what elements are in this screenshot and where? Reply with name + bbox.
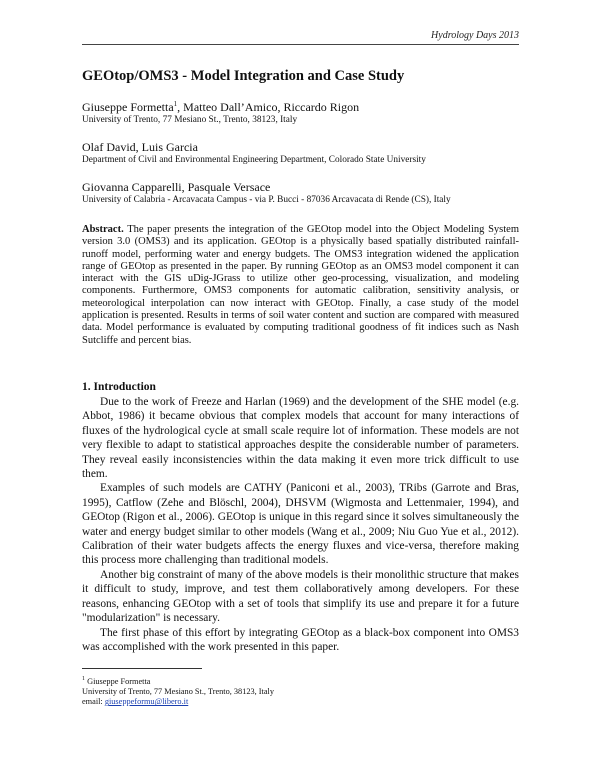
introduction-body: [82, 395, 519, 654]
author-group-1: [82, 100, 359, 115]
paper-title: GEOtop/OMS3 - Model Integration and Case Study: [82, 68, 405, 84]
footnote-address: University of Trento, 77 Mesiano St., Trento, 38123, Italy: [82, 686, 274, 696]
footnote-marker: 1: [82, 676, 85, 682]
abstract-label: Abstract.: [82, 224, 124, 235]
footnote: [82, 674, 274, 707]
running-header: [82, 30, 519, 45]
paragraph: Examples of such models are CATHY (Paniconi et al., 2003), TRibs (Garrote and Bras, 1995), Catflow (Zehe and Blöschl, 2004), DHSVM (Wigmosta and Lettenmaier, 1994), and GEOtop (Rigon et al., 2006). GEOtop is unique in this regard since it solves simultaneously the water and energy budget similar to other models (Wang et al., 2009; Niu Guo Yue et al., 2012). Calibration of their water budgets affects the energy fluxes and vice-versa, therefore making this process more challenging than traditional models.: [82, 482, 519, 567]
author-footnote-marker[interactable]: 1: [173, 100, 178, 108]
abstract-text: The paper presents the integration of the GEOtop model into the Object Modeling System version 3.0 (OMS3) and its application. GEOtop is a physically based spatially distributed rainfall-runoff model, performing water and energy budgets. The OMS3 integration widened the application range of GEOtop as presented in the paper. By running GEOtop as an OMS3 model component it can interact with the GIS uDig-JGrass to utilize other geo-processing, visualization, and modeling components. Furthermore, OMS3 components for automatic calibration, sensitivity analysis, or meteorological interpolation can now interact with GEOtop. Finally, a case study of the model application is presented. Results in terms of soil water content and suction are compared with measured data. Model performance is evaluated by computing traditional goodness of fit indices such as Nash Sutcliffe and percent bias.: [82, 224, 519, 346]
affiliation-3: University of Calabria - Arcavacata Campus - via P. Bucci - 87036 Arcavacata di Rende (CS), Italy: [82, 195, 451, 205]
paragraph: The first phase of this effort by integrating GEOtop as a black-box component into OMS3 was accomplished with the work presented in this paper.: [82, 626, 519, 653]
affiliation-2: Department of Civil and Environmental Engineering Department, Colorado State University: [82, 155, 426, 165]
paragraph: Due to the work of Freeze and Harlan (1969) and the development of the SHE model (e.g. Abbot, 1986) it became obvious that complex models that account for many interactions of fluxes of the hydrological cycle at small scale require lot of information. These models are not very flexible to adapt to statistical approaches despite the considerable number of parameters. They reveal easily inconsistencies within the data making it even more trick difficult to use them.: [82, 396, 519, 481]
running-title: Hydrology Days 2013: [431, 30, 519, 41]
author-group-2: Olaf David, Luis Garcia: [82, 140, 198, 154]
abstract: [82, 224, 519, 347]
author-group-3: Giovanna Capparelli, Pasquale Versace: [82, 180, 271, 194]
author-names-rest: , Matteo Dall’Amico, Riccardo Rigon: [177, 100, 360, 114]
section-heading-introduction: 1. Introduction: [82, 381, 156, 393]
footnote-divider: [82, 668, 202, 669]
footnote-name: Giuseppe Formetta: [87, 676, 151, 686]
footnote-email-label: email:: [82, 697, 103, 707]
paragraph: Another big constraint of many of the above models is their monolithic structure that makes it difficult to study, improve, and test them collaboratively among developers. For these reasons, enhancing GEOtop with a set of tools that simplify its use and prepare it for a future "modularization" is necessary.: [82, 568, 519, 625]
author-names: Giuseppe Formetta: [82, 100, 174, 114]
footnote-email-link[interactable]: giuseppeformu@libero.it: [104, 697, 189, 707]
affiliation-1: University of Trento, 77 Mesiano St., Trento, 38123, Italy: [82, 115, 298, 125]
